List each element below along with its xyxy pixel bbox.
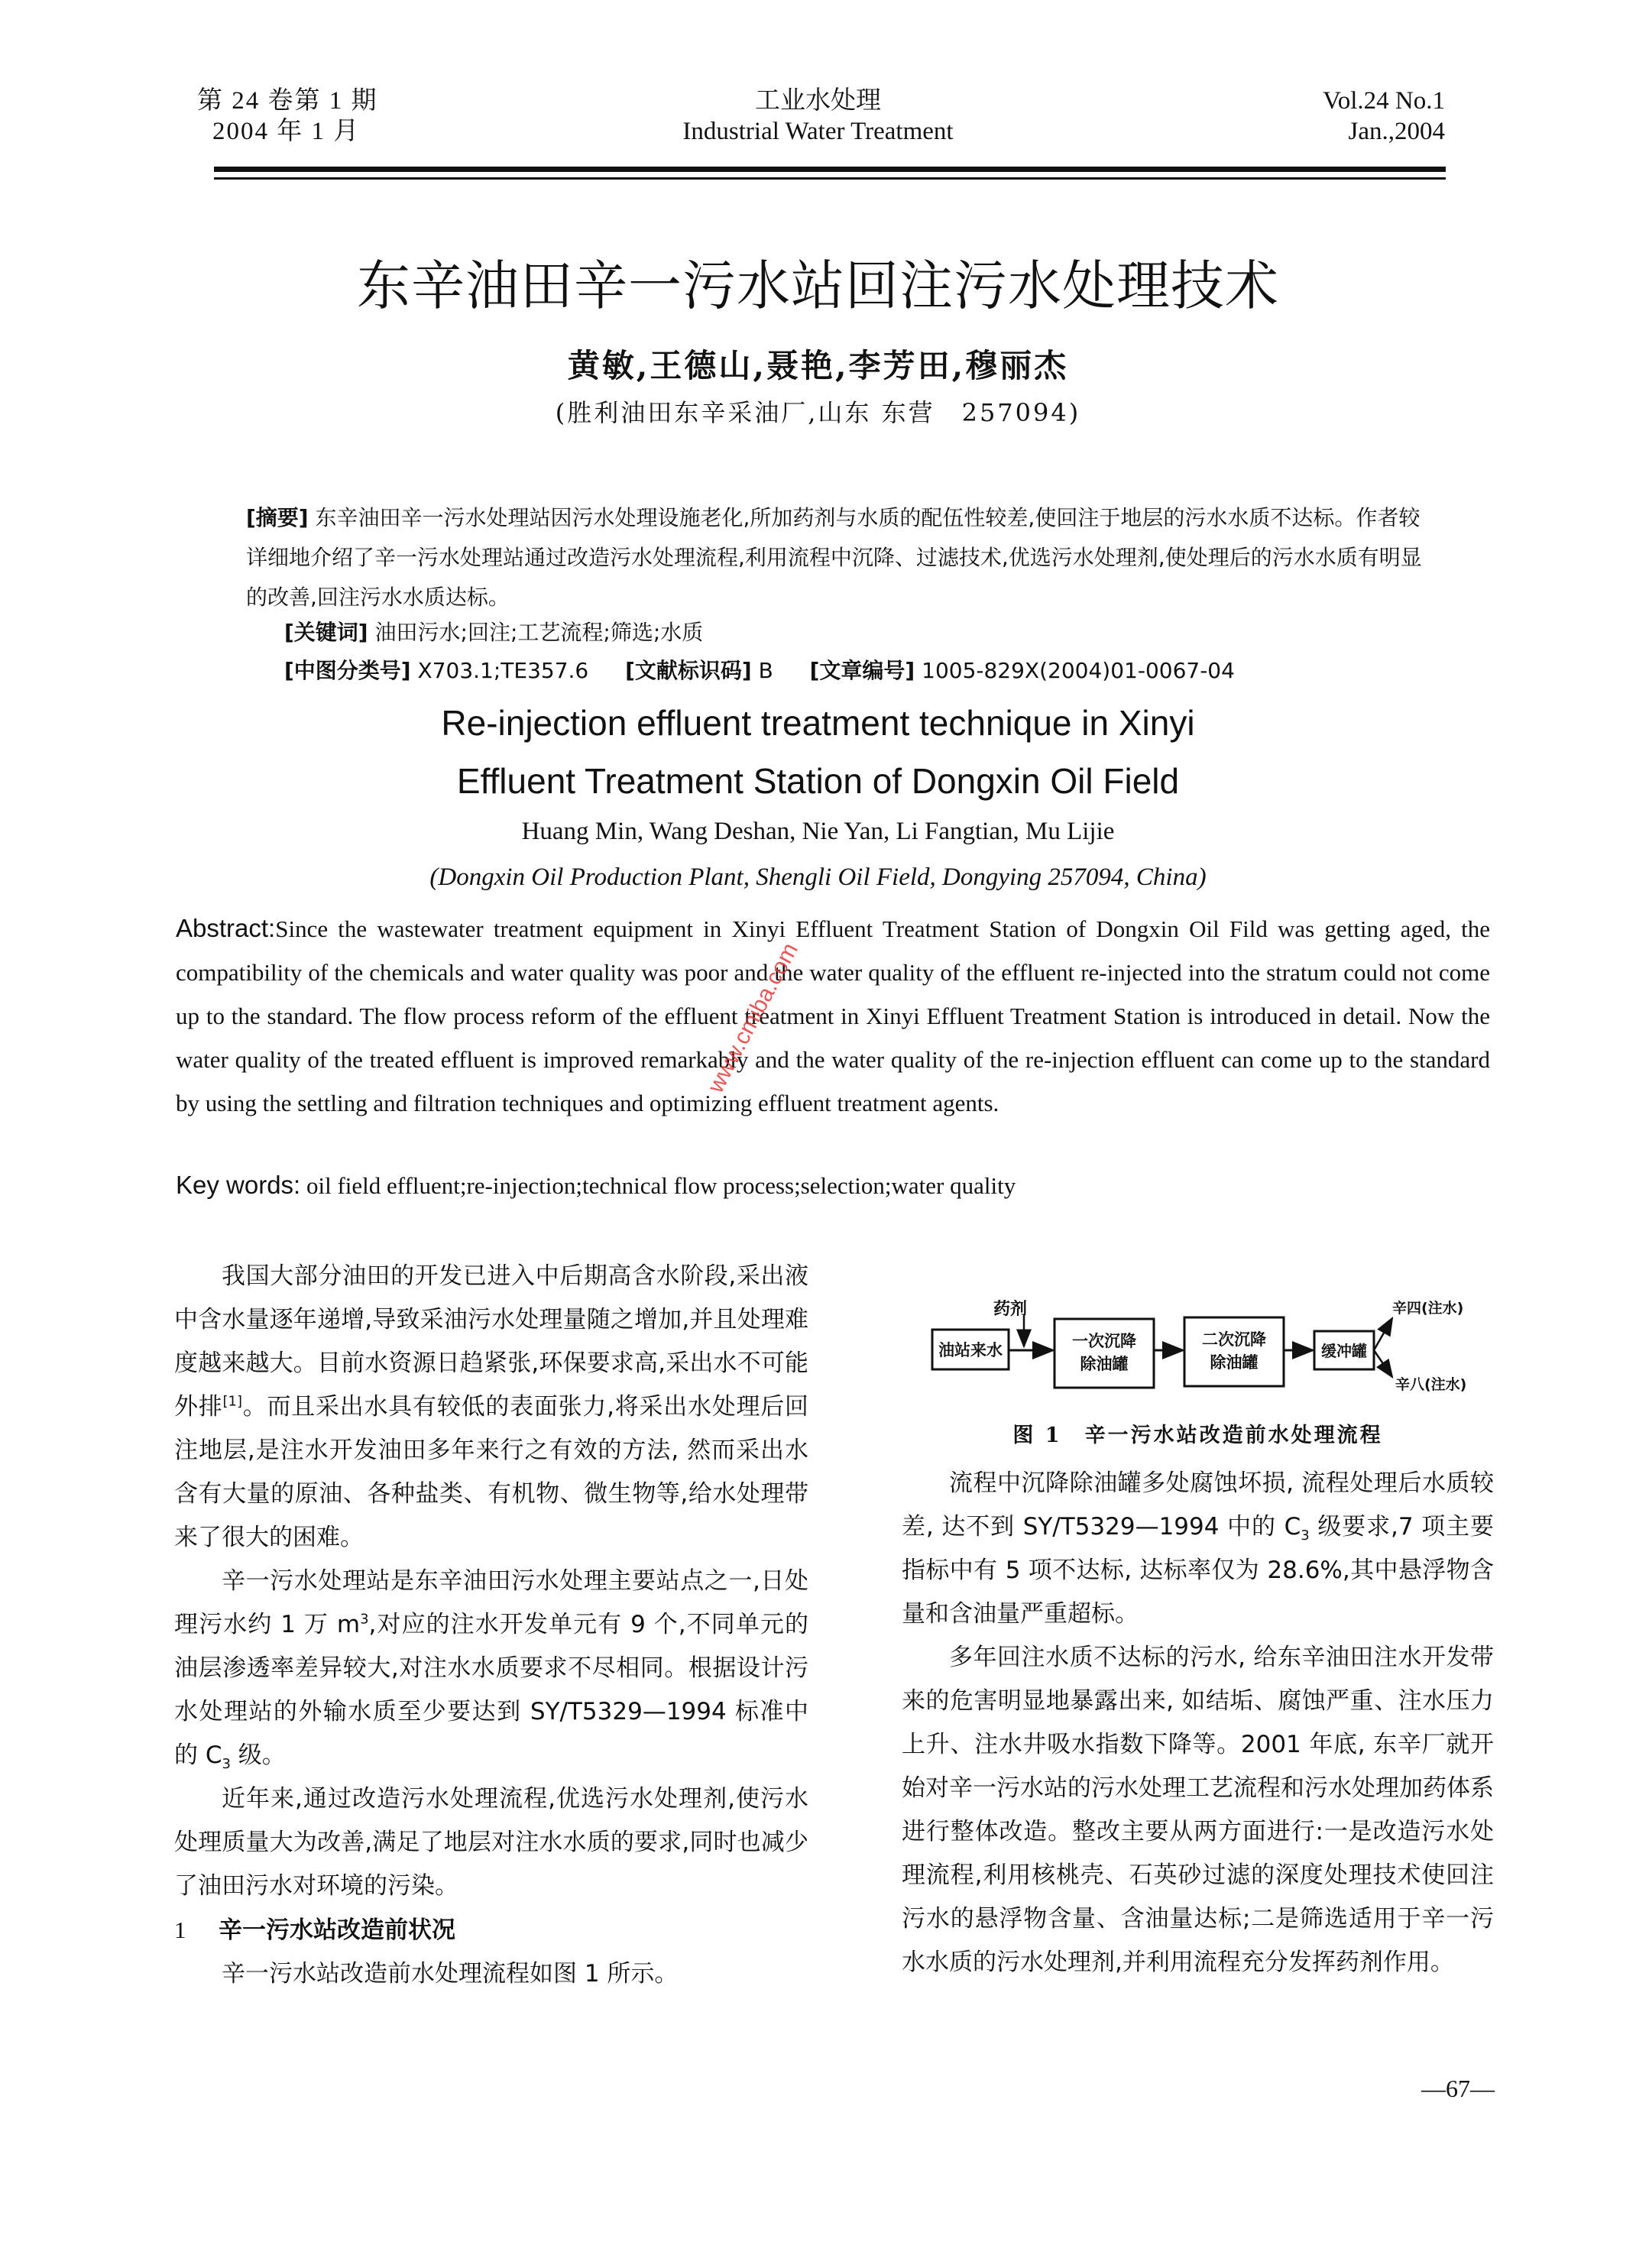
section-number: 1 — [174, 1916, 186, 1943]
output-arrow-up — [1374, 1318, 1392, 1350]
box-secondary-line2: 除油罐 — [1210, 1353, 1259, 1372]
paragraph: 近年来,通过改造污水处理流程,优选污水处理剂,使污水处理质量大为改善,满足了地层对注水水质的要求,同时也减少了油田污水对环境的污染。 — [174, 1785, 808, 1900]
box-primary-settling-tank — [1054, 1319, 1154, 1388]
doc-code-value: B — [758, 658, 773, 683]
title-en-line1: Re-injection effluent treatment technique in Xinyi — [441, 703, 1195, 743]
abstract-cn-text: 东辛油田辛一污水处理站因污水处理设施老化,所加药剂与水质的配伍性较差,使回注于地层的污水水质不达标。作者较详细地介绍了辛一污水处理站通过改造污水处理流程,利用流程中沉降、过滤技术,优选污水处理剂,使处理后的污水水质有明显的改善,回注污水水质达标。 — [246, 505, 1422, 610]
watermark: www.cmiba.com — [703, 938, 803, 1097]
volume-issue-en: Vol.24 No.1 — [1323, 87, 1445, 115]
header-rule-thin — [214, 177, 1446, 180]
authors-en: Huang Min, Wang Deshan, Nie Yan, Li Fangtian, Mu Lijie — [521, 818, 1115, 845]
box-secondary-line1: 二次沉降 — [1202, 1330, 1266, 1349]
page-number: —67— — [1421, 2075, 1495, 2102]
box-buffer-label: 缓冲罐 — [1321, 1342, 1367, 1360]
output-label-2: 辛八(注水) — [1395, 1376, 1467, 1393]
header-rule-thick — [214, 167, 1446, 172]
classification-line — [284, 656, 1235, 686]
box-incoming-water-label: 油站来水 — [938, 1341, 1003, 1359]
title-en-line2: Effluent Treatment Station of Dongxin Oil Field — [456, 761, 1180, 801]
clc-value: X703.1;TE357.6 — [417, 658, 589, 683]
date-en: Jan.,2004 — [1348, 118, 1445, 145]
paragraph: 我国大部分油田的开发已进入中后期高含水阶段,采出液中含水量逐年递增,导致采油污水处理量随之增加,并且处理难度越来越大。目前水资源日趋紧张,环保要求高,采出水不可能外排[1]。而且采出水具有较低的表面张力,将采出水处理后回注地层,是注水开发油田多年来行之有效的方法, 然而采出水含有大量的原油、各种盐类、有机物、微生物等,给水处理带来了很大的困难。 — [174, 1262, 808, 1551]
abstract-en — [176, 906, 1490, 1125]
date-cn: 2004 年 1 月 — [212, 118, 361, 145]
box-primary-line1: 一次沉降 — [1072, 1332, 1136, 1350]
article-no-value: 1005-829X(2004)01-0067-04 — [922, 658, 1235, 683]
paragraph: 多年回注水质不达标的污水, 给东辛油田注水开发带来的危害明显地暴露出来, 如结垢、腐蚀严重、注水压力上升、注水井吸水指数下降等。2001 年底, 东辛厂就开始对辛一污水站的污水处理工艺流程和污水处理加药体系进行整体改造。整改主要从两方面进行:一是改造污水处理流程,利用核桃壳、石英砂过滤的深度处理技术使回注污水的悬浮物含量、含油量达标;二是筛选适用于辛一污水水质的污水处理剂,并利用流程充分发挥药剂作用。 — [902, 1644, 1494, 1976]
article-no-label: [文章编号] — [809, 658, 915, 683]
keywords-cn-label: [关键词] — [284, 620, 368, 645]
journal-name-cn: 工业水处理 — [755, 87, 881, 115]
box-secondary-settling-tank — [1184, 1317, 1284, 1386]
affiliation-cn: (胜利油田东辛采油厂,山东 东营 257094) — [555, 398, 1081, 427]
affiliation-en: (Dongxin Oil Production Plant, Shengli Oil Field, Dongying 257094, China) — [429, 863, 1207, 891]
keywords-cn-text: 油田污水;回注;工艺流程;筛选;水质 — [374, 620, 704, 645]
keywords-en-label: Key words: — [176, 1171, 301, 1199]
paragraph: 辛一污水处理站是东辛油田污水处理主要站点之一,日处理污水约 1 万 $m^3$,对应的注水开发单元有 9 个,不同单元的油层渗透率差异较大,对注水水质要求不尽相同。根据设计污水处理站的外输水质至少要达到 SY/T5329—1994 标准中的 $C_3$ 级。 — [174, 1567, 809, 1773]
keywords-cn — [284, 617, 703, 648]
abstract-cn — [246, 498, 1438, 617]
abstract-en-label: Abstract: — [176, 914, 276, 942]
chemical-label: 药剂 — [993, 1300, 1028, 1319]
paragraph: 辛一污水站改造前水处理流程如图 1 所示。 — [222, 1960, 679, 1988]
volume-issue-cn: 第 24 卷第 1 期 — [197, 87, 378, 115]
output-label-1: 辛四(注水) — [1392, 1300, 1464, 1317]
abstract-cn-label: [摘要] — [246, 505, 309, 530]
section-heading — [174, 1908, 808, 1952]
keywords-en-text: oil field effluent;re-injection;technical flow process;selection;water quality — [306, 1172, 1016, 1199]
authors-cn: 黄敏,王德山,聂艳,李芳田,穆丽杰 — [567, 347, 1069, 384]
running-header-right — [1323, 86, 1445, 147]
citation-ref: [1] — [222, 1393, 243, 1410]
figure-1-caption: 图 1 辛一污水站改造前水处理流程 — [1012, 1424, 1383, 1447]
doc-code-label: [文献标识码] — [625, 658, 752, 683]
section-title: 辛一污水站改造前状况 — [219, 1916, 455, 1944]
output-arrow-down — [1374, 1350, 1392, 1377]
abstract-en-text: Since the wastewater treatment equipment in Xinyi Effluent Treatment Station of Dongxin Oil Fild was getting aged, the compatibility of the chemicals and water quality was poor and the water quality of the effluent re-injected into the stratum could not come up to the standard. The flow process reform of the effluent treatment in Xinyi Effluent Treatment Station is introduced in detail. Now the water quality of the treated effluent is improved remarkably and the water quality of the re-injection effluent can come up to the standard by using the settling and filtration techniques and optimizing effluent treatment agents. — [176, 915, 1490, 1116]
article-title-en — [0, 694, 1636, 810]
body-column-right — [902, 1462, 1494, 1985]
keywords-en — [176, 1163, 1016, 1207]
body-column-left — [174, 1255, 808, 1996]
figure-1-flow-diagram — [917, 1291, 1482, 1398]
article-title-cn: 东辛油田辛一污水站回注污水处理技术 — [357, 254, 1279, 317]
paragraph: 流程中沉降除油罐多处腐蚀坏损, 流程处理后水质较差, 达不到 SY/T5329—1994 中的 $C_3$ 级要求,7 项主要指标中有 5 项不达标, 达标率仅为 28.6%,其中悬浮物含量和含油量严重超标。 — [902, 1469, 1494, 1628]
journal-name-en: Industrial Water Treatment — [682, 118, 954, 145]
clc-label: [中图分类号] — [284, 658, 411, 683]
box-primary-line2: 除油罐 — [1080, 1355, 1129, 1373]
